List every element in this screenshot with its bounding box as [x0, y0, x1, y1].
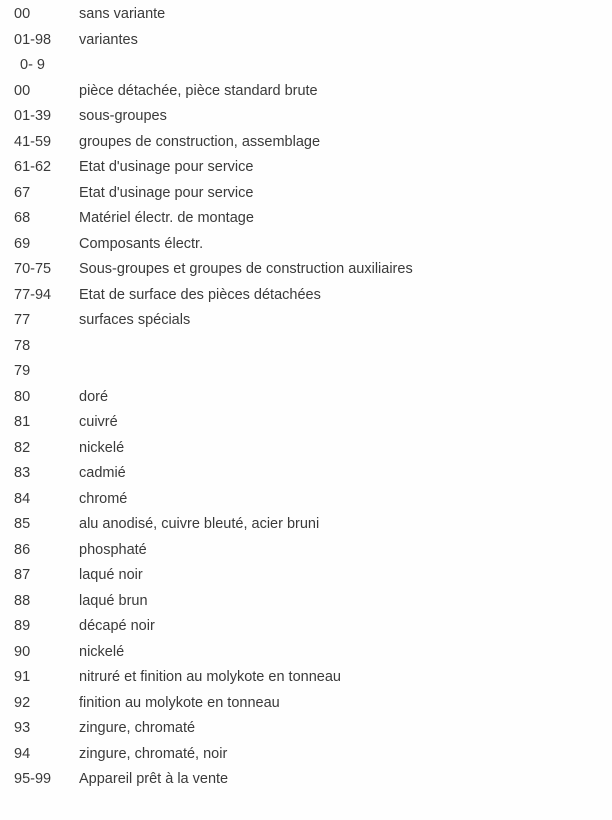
- list-item: [0, 590, 612, 612]
- list-item: [0, 233, 612, 255]
- list-item: [0, 3, 612, 25]
- entry-code: 88: [14, 593, 31, 609]
- list-item: [0, 258, 612, 280]
- entry-code: 82: [14, 440, 31, 456]
- entry-code: 67: [14, 185, 31, 201]
- entry-code: 41-59: [14, 134, 52, 150]
- list-item: [0, 386, 612, 408]
- entry-code: 78: [14, 338, 31, 354]
- entry-code: 94: [14, 746, 31, 762]
- list-item: [0, 539, 612, 561]
- list-item: [0, 284, 612, 306]
- entry-code: 95-99: [14, 771, 52, 787]
- entry-description: sous-groupes: [79, 108, 167, 124]
- entry-code: 00: [14, 83, 31, 99]
- entry-code: 89: [14, 618, 31, 634]
- entry-description: chromé: [79, 491, 128, 507]
- list-item: [0, 182, 612, 204]
- entry-description: nitruré et finition au molykote en tonneau: [79, 669, 341, 685]
- entry-description: laqué noir: [79, 567, 143, 583]
- entry-code: 77-94: [14, 287, 52, 303]
- list-item: [0, 360, 612, 382]
- entry-code: 68: [14, 210, 31, 226]
- entry-code: 0- 9: [20, 57, 45, 73]
- entry-description: Sous-groupes et groupes de construction auxiliaires: [79, 261, 413, 277]
- entry-code: 77: [14, 312, 31, 328]
- entry-description: pièce détachée, pièce standard brute: [79, 83, 318, 99]
- list-item: [0, 29, 612, 51]
- entry-description: cadmié: [79, 465, 126, 481]
- entry-code: 00: [14, 6, 31, 22]
- list-item: [0, 666, 612, 688]
- entry-code: 93: [14, 720, 31, 736]
- list-item: [0, 156, 612, 178]
- entry-description: phosphaté: [79, 542, 147, 558]
- entry-code: 83: [14, 465, 31, 481]
- entry-code: 01-98: [14, 32, 52, 48]
- entry-description: doré: [79, 389, 109, 405]
- list-item: [0, 411, 612, 433]
- list-item: [0, 768, 612, 790]
- entry-code: 92: [14, 695, 31, 711]
- list-item: [0, 462, 612, 484]
- entry-code: 87: [14, 567, 31, 583]
- list-item: [0, 488, 612, 510]
- entry-description: Matériel électr. de montage: [79, 210, 254, 226]
- entry-description: Composants électr.: [79, 236, 204, 252]
- list-item: [0, 207, 612, 229]
- list-item: [0, 437, 612, 459]
- entry-code: 86: [14, 542, 31, 558]
- entry-code: 91: [14, 669, 31, 685]
- list-item: [0, 513, 612, 535]
- entry-description: alu anodisé, cuivre bleuté, acier bruni: [79, 516, 320, 532]
- entry-description: décapé noir: [79, 618, 155, 634]
- entry-code: 61-62: [14, 159, 52, 175]
- entry-code: 84: [14, 491, 31, 507]
- list-item: [0, 54, 612, 76]
- list-item: [0, 692, 612, 714]
- entry-description: surfaces spécials: [79, 312, 191, 328]
- entry-description: Appareil prêt à la vente: [79, 771, 229, 787]
- list-item: [0, 615, 612, 637]
- entry-description: nickelé: [79, 440, 125, 456]
- list-item: [0, 80, 612, 102]
- entry-description: nickelé: [79, 644, 125, 660]
- entry-code: 01-39: [14, 108, 52, 124]
- entry-description: variantes: [79, 32, 138, 48]
- entry-description: Etat d'usinage pour service: [79, 159, 254, 175]
- entry-code: 79: [14, 363, 31, 379]
- entry-code: 81: [14, 414, 31, 430]
- list-item: [0, 564, 612, 586]
- entry-description: finition au molykote en tonneau: [79, 695, 280, 711]
- entry-description: laqué brun: [79, 593, 148, 609]
- entry-description: Etat de surface des pièces détachées: [79, 287, 321, 303]
- entry-code: 85: [14, 516, 31, 532]
- list-item: [0, 309, 612, 331]
- entry-description: Etat d'usinage pour service: [79, 185, 254, 201]
- entry-code: 80: [14, 389, 31, 405]
- entry-description: zingure, chromaté: [79, 720, 196, 736]
- entry-code: 69: [14, 236, 31, 252]
- list-item: [0, 335, 612, 357]
- entry-description: zingure, chromaté, noir: [79, 746, 228, 762]
- entry-description: cuivré: [79, 414, 118, 430]
- entry-description: sans variante: [79, 6, 166, 22]
- list-item: [0, 743, 612, 765]
- list-item: [0, 641, 612, 663]
- entry-code: 70-75: [14, 261, 52, 277]
- list-item: [0, 717, 612, 739]
- list-item: [0, 105, 612, 127]
- entry-description: groupes de construction, assemblage: [79, 134, 321, 150]
- list-item: [0, 131, 612, 153]
- entry-code: 90: [14, 644, 31, 660]
